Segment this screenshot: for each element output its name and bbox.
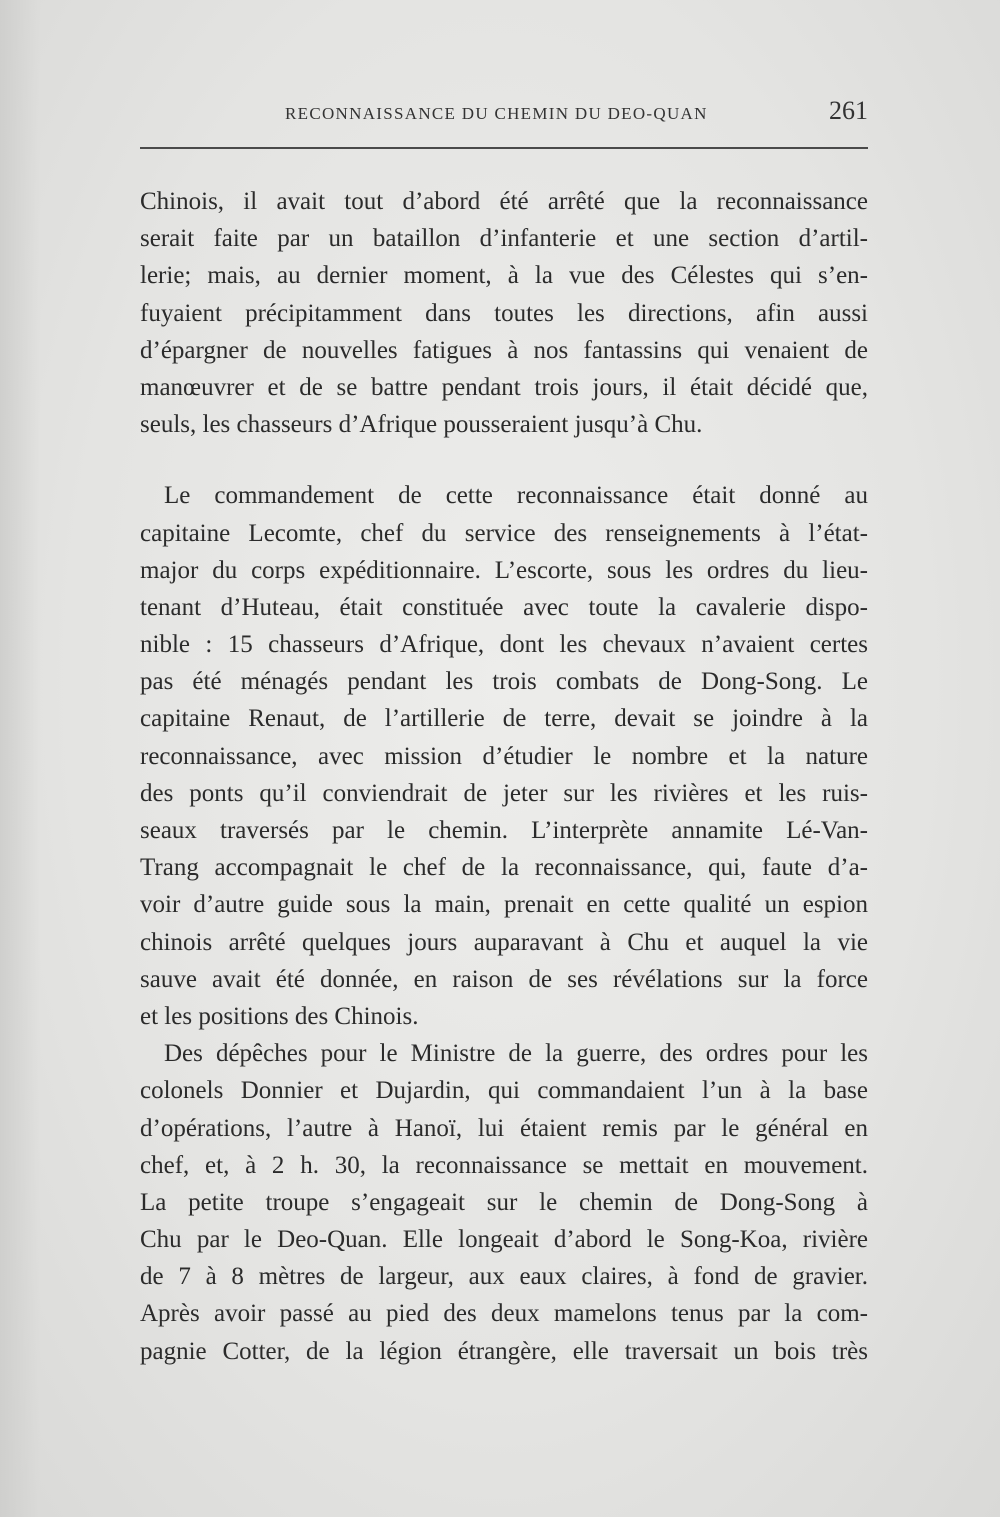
text-line: pagnie Cotter, de la légion étrangère, elle traversait un bois très: [140, 1337, 868, 1365]
text-line: capitaine Lecomte, chef du service des renseignements à l’état-: [140, 519, 868, 547]
text-line: d’opérations, l’autre à Hanoï, lui étaient remis par le général en: [140, 1114, 868, 1142]
text-line: Des dépêches pour le Ministre de la guerre, des ordres pour les: [164, 1040, 868, 1068]
text-line: sauve avait été donnée, en raison de ses révélations sur la force: [140, 965, 868, 993]
text-line: Après avoir passé au pied des deux mamelons tenus par la com-: [140, 1300, 868, 1328]
paragraph-gap: [140, 443, 868, 477]
running-head: [0, 96, 868, 134]
text-line: Chu par le Deo-Quan. Elle longeait d’abord le Song-Koa, rivière: [140, 1226, 868, 1254]
header-rule: [140, 147, 868, 149]
text-line: tenant d’Huteau, était constituée avec toute la cavalerie dispo-: [140, 593, 868, 621]
paragraph-3: [140, 1035, 868, 1370]
text-line: La petite troupe s’engageait sur le chemin de Dong-Song à: [140, 1188, 868, 1216]
running-title: RECONNAISSANCE DU CHEMIN DU DEO-QUAN: [285, 104, 708, 123]
text-line: colonels Donnier et Dujardin, qui commandaient l’un à la base: [140, 1077, 868, 1105]
text-line: serait faite par un bataillon d’infanterie et une section d’artil-: [140, 225, 868, 253]
body-text: [140, 183, 868, 1370]
text-line: reconnaissance, avec mission d’étudier le nombre et la nature: [140, 742, 868, 770]
text-line: fuyaient précipitamment dans toutes les directions, afin aussi: [140, 299, 868, 327]
text-line: des ponts qu’il conviendrait de jeter sur les rivières et les ruis-: [140, 779, 868, 807]
text-line: major du corps expéditionnaire. L’escorte, sous les ordres du lieu-: [140, 556, 868, 584]
text-line: capitaine Renaut, de l’artillerie de terre, devait se joindre à la: [140, 705, 868, 733]
text-line: seuls, les chasseurs d’Afrique pousseraient jusqu’à Chu.: [140, 411, 703, 439]
paragraph-1: [140, 183, 868, 443]
text-line: chinois arrêté quelques jours auparavant à Chu et auquel la vie: [140, 928, 868, 956]
gutter-shadow: [0, 0, 40, 1517]
text-line: et les positions des Chinois.: [140, 1002, 419, 1030]
text-line: lerie; mais, au dernier moment, à la vue des Célestes qui s’en-: [140, 262, 868, 290]
text-line: chef, et, à 2 h. 30, la reconnaissance se mettait en mouvement.: [140, 1151, 868, 1179]
page-number: 261: [829, 96, 868, 125]
text-line: voir d’autre guide sous la main, prenait en cette qualité un espion: [140, 891, 868, 919]
paragraph-2: [140, 477, 868, 1035]
text-line: seaux traversés par le chemin. L’interprète annamite Lé-Van-: [140, 817, 868, 844]
text-line: d’épargner de nouvelles fatigues à nos fantassins qui venaient de: [140, 336, 868, 364]
text-line: Chinois, il avait tout d’abord été arrêté que la reconnaissance: [140, 188, 868, 215]
text-line: manœuvrer et de se battre pendant trois jours, il était décidé que,: [140, 373, 868, 401]
text-line: nible : 15 chasseurs d’Afrique, dont les chevaux n’avaient certes: [140, 631, 868, 659]
text-line: Le commandement de cette reconnaissance était donné au: [164, 482, 868, 510]
text-line: pas été ménagés pendant les trois combats de Dong-Song. Le: [140, 668, 868, 696]
text-line: de 7 à 8 mètres de largeur, aux eaux claires, à fond de gravier.: [140, 1263, 868, 1291]
text-line: Trang accompagnait le chef de la reconnaissance, qui, faute d’a-: [140, 854, 868, 882]
